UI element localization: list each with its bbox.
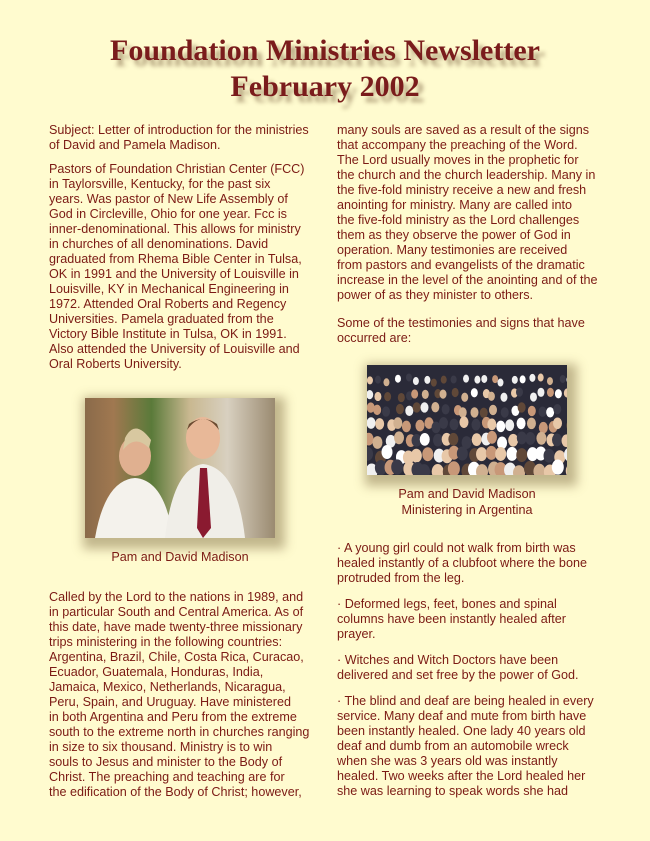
- text-line: the five-fold ministry receive a new and fresh: [337, 183, 587, 197]
- crowd-person: [413, 402, 421, 412]
- testimony-bullet: [337, 541, 587, 586]
- crowd-person: [442, 404, 450, 414]
- crowd-person: [459, 416, 468, 428]
- crowd-person: [492, 375, 498, 383]
- crowd-person: [471, 388, 478, 397]
- text-line: Jamaica, Mexico, Netherlands, Nicaragua,: [49, 680, 286, 694]
- text-line: the five-fold ministry as the Lord challenges: [337, 213, 580, 227]
- crowd-person: [476, 447, 487, 461]
- crowd-person: [472, 433, 482, 446]
- text-line: operation. Many testimonies are received: [337, 243, 568, 257]
- crowd-person: [367, 447, 373, 461]
- crowd-person: [530, 392, 537, 401]
- newsletter-title: Foundation Ministries Newsletter: [110, 34, 540, 67]
- text-line: columns have been instantly healed after: [337, 612, 566, 626]
- text-line: Ecuador, Guatemala, Honduras, India,: [49, 665, 264, 679]
- crowd-person: [420, 402, 428, 412]
- crowd-person: [486, 446, 497, 460]
- crowd-person: [505, 419, 514, 431]
- crowd-person: [367, 376, 373, 384]
- crowd-person: [420, 433, 430, 446]
- text-line: Subject: Letter of introduction for the ministries: [49, 123, 309, 137]
- photo-caption-argentina: [367, 487, 567, 518]
- text-line: graduated from Rhema Bible Center in Tulsa,: [49, 252, 302, 266]
- crowd-person: [441, 376, 447, 384]
- crowd-person: [520, 375, 526, 383]
- crowd-person: [470, 407, 478, 417]
- crowd-person: [537, 388, 544, 397]
- text-line: protruded from the leg.: [337, 571, 465, 585]
- crowd-person: [487, 431, 497, 444]
- crowd-person: [536, 432, 546, 445]
- crowd-person: [406, 373, 412, 381]
- crowd-person: [463, 375, 469, 383]
- crowd-person: [516, 448, 527, 462]
- crowd-person: [398, 393, 405, 402]
- crowd-person: [489, 405, 497, 415]
- photo-caption-couple: Pam and David Madison: [111, 550, 249, 564]
- text-line: in particular South and Central America. As of: [49, 605, 304, 619]
- text-line: Christ. The preaching and teaching are for: [49, 770, 285, 784]
- crowd-person: [547, 377, 553, 385]
- crowd-person: [495, 447, 506, 461]
- crowd-person: [552, 434, 562, 447]
- text-line: in both Argentina and Peru from the extreme: [49, 710, 297, 724]
- crowd-person: [372, 436, 382, 449]
- text-line: · Witches and Witch Doctors have been: [337, 653, 559, 667]
- crowd-person: [546, 407, 554, 417]
- text-line: occurred are:: [337, 331, 412, 345]
- crowd-person: [374, 392, 381, 401]
- text-line: been instantly healed. One lady 40 years old: [337, 724, 586, 738]
- crowd-person: [413, 377, 419, 385]
- text-line: Peru, Spain, and Uruguay. Have ministered: [49, 695, 291, 709]
- crowd-person: [459, 407, 467, 417]
- text-line: service. Many deaf and mute from birth have: [337, 709, 587, 723]
- text-line: many souls are saved as a result of the signs: [337, 123, 590, 137]
- crowd-person: [512, 376, 518, 384]
- pastors-paragraph: [49, 162, 304, 372]
- text-line: that accompany the preaching of the Word.: [337, 138, 578, 152]
- text-line: inner-denominational. This allows for ministry: [49, 222, 301, 236]
- text-line: Oral Roberts University.: [49, 357, 182, 371]
- crowd-person: [564, 388, 567, 397]
- text-line: south to the extreme north in churches ranging: [49, 725, 310, 739]
- text-line: when she was 3 years old was instantly: [337, 754, 558, 768]
- text-line: Pam and David Madison: [398, 487, 536, 501]
- text-line: she was learning to speak words she had: [337, 784, 569, 798]
- text-line: 1972. Attended Oral Roberts and Regency: [49, 297, 287, 311]
- text-line: · The blind and deaf are being healed in every: [337, 694, 594, 708]
- crowd-person: [391, 459, 403, 474]
- crowd-person: [439, 417, 448, 429]
- crowd-person: [547, 388, 554, 397]
- text-line: anointing for ministry. Many are called into: [337, 198, 572, 212]
- crowd-person: [539, 406, 547, 416]
- crowd-person: [375, 418, 384, 430]
- text-line: in churches of all denominations. David: [49, 237, 269, 251]
- crowd-person: [555, 389, 562, 398]
- newsletter-date: February 2002: [230, 70, 420, 103]
- crowd-person: [395, 375, 401, 383]
- crowd-person: [394, 431, 404, 444]
- crowd-person: [384, 392, 391, 401]
- couple-image: [85, 398, 275, 538]
- argentina-crowd-photo: [367, 365, 567, 475]
- crowd-person: [471, 419, 480, 431]
- text-line: this date, have made twenty-three missionary: [49, 620, 303, 634]
- testimony-bullet: [337, 694, 594, 799]
- crowd-person: [396, 404, 404, 414]
- testimonies-intro: [337, 316, 585, 346]
- text-line: Also attended the University of Louisville and: [49, 342, 300, 356]
- crowd-person: [566, 420, 567, 432]
- crowd-person: [415, 420, 424, 432]
- crowd-person: [538, 374, 544, 382]
- text-line: prayer.: [337, 627, 376, 641]
- crowd-person: [497, 379, 503, 387]
- text-line: healed. Two weeks after the Lord healed her: [337, 769, 586, 783]
- crowd-person: [496, 421, 505, 433]
- crowd-person: [474, 376, 480, 384]
- crowd-person: [560, 375, 566, 383]
- crowd-person: [431, 402, 439, 412]
- text-line: souls to Jesus and minister to the Body of: [49, 755, 283, 769]
- crowd-person: [527, 418, 536, 430]
- crowd-person: [448, 433, 458, 446]
- text-line: Louisville, KY in Mechanical Engineering in: [49, 282, 289, 296]
- crowd-person: [516, 388, 523, 397]
- text-line: OK in 1991 and the University of Louisville in: [49, 267, 299, 281]
- crowd-person: [448, 461, 460, 475]
- crowd-person: [488, 392, 495, 401]
- text-line: power of as they minister to others.: [337, 288, 533, 302]
- text-line: Argentina, Brazil, Chile, Costa Rica, Curacao,: [49, 650, 304, 664]
- text-line: healed instantly of a clubfoot where the bone: [337, 556, 587, 570]
- crowd-person: [562, 434, 567, 447]
- text-line: Universities. Pamela graduated from the: [49, 312, 274, 326]
- crowd-person: [424, 376, 430, 384]
- crowd-person: [450, 419, 459, 431]
- text-line: trips ministering in the following countries:: [49, 635, 283, 649]
- crowd-person: [382, 406, 390, 416]
- crowd-person: [508, 434, 518, 447]
- crowd-person: [393, 417, 402, 429]
- crowd-person: [367, 417, 376, 429]
- text-line: them as they observe the power of God in: [337, 228, 571, 242]
- crowd-person: [433, 434, 443, 447]
- crowd-person: [411, 449, 422, 463]
- calling-paragraph: [49, 590, 309, 800]
- crowd-person: [552, 459, 564, 474]
- crowd-image: [367, 365, 567, 475]
- crowd-person: [518, 402, 526, 412]
- pam-and-david-photo: [85, 398, 275, 538]
- text-line: Some of the testimonies and signs that have: [337, 316, 585, 330]
- text-line: Called by the Lord to the nations in 1989, and: [49, 590, 304, 604]
- crowd-person: [506, 447, 517, 461]
- ministry-paragraph: [337, 123, 597, 303]
- text-line: The Lord usually moves in the prophetic for: [337, 153, 579, 167]
- crowd-person: [528, 406, 536, 416]
- testimony-bullet: [337, 597, 566, 642]
- crowd-person: [461, 393, 468, 402]
- crowd-person: [487, 419, 496, 431]
- crowd-person: [367, 390, 373, 399]
- crowd-person: [411, 389, 418, 398]
- crowd-person: [480, 408, 488, 418]
- crowd-person: [529, 374, 535, 382]
- text-line: in size to six thousand. Ministry is to win: [49, 740, 273, 754]
- crowd-person: [517, 418, 526, 430]
- crowd-person: [544, 449, 555, 463]
- text-line: the church and the church leadership. Many in: [337, 168, 596, 182]
- crowd-person: [422, 390, 429, 399]
- testimony-bullet: [337, 653, 579, 683]
- text-line: Ministering in Argentina: [401, 502, 533, 517]
- crowd-person: [405, 406, 413, 416]
- crowd-person: [566, 463, 567, 475]
- text-line: · Deformed legs, feet, bones and spinal: [337, 597, 557, 611]
- crowd-person: [432, 464, 444, 475]
- text-line: deaf and dumb from an automobile wreck: [337, 739, 569, 753]
- crowd-person: [501, 407, 509, 417]
- subject-paragraph: [49, 123, 309, 153]
- text-line: increase in the level of the anointing and of the: [337, 273, 598, 287]
- crowd-person: [500, 393, 507, 402]
- crowd-person: [382, 445, 393, 459]
- crowd-person: [452, 388, 459, 397]
- crowd-person: [525, 432, 535, 445]
- text-line: delivered and set free by the power of God.: [337, 668, 579, 682]
- text-line: the edification of the Body of Christ; however,: [49, 785, 302, 799]
- text-line: · A young girl could not walk from birth was: [337, 541, 576, 555]
- text-line: Victory Bible Institute in Tulsa, OK in 1991.: [49, 327, 287, 341]
- text-line: from pastors and evangelists of the dramatic: [337, 258, 585, 272]
- crowd-person: [539, 422, 548, 434]
- crowd-person: [373, 405, 381, 415]
- crowd-person: [517, 432, 527, 445]
- crowd-person: [440, 390, 447, 399]
- text-line: Pastors of Foundation Christian Center (FCC): [49, 162, 305, 176]
- text-line: of David and Pamela Madison.: [49, 138, 221, 152]
- crowd-person: [451, 376, 457, 384]
- crowd-person: [566, 376, 567, 384]
- text-line: God in Circleville, Ohio for one year. Fcc is: [49, 207, 287, 221]
- text-line: in Taylorsville, Kentucky, for the past six: [49, 177, 271, 191]
- crowd-person: [431, 379, 437, 387]
- crowd-person: [457, 447, 468, 461]
- crowd-person: [375, 376, 381, 384]
- crowd-person: [553, 417, 562, 429]
- crowd-person: [402, 421, 411, 433]
- crowd-person: [481, 375, 487, 383]
- text-line: years. Was pastor of New Life Assembly of: [49, 192, 288, 206]
- crowd-person: [553, 404, 561, 414]
- crowd-person: [383, 378, 389, 386]
- crowd-person: [422, 447, 433, 461]
